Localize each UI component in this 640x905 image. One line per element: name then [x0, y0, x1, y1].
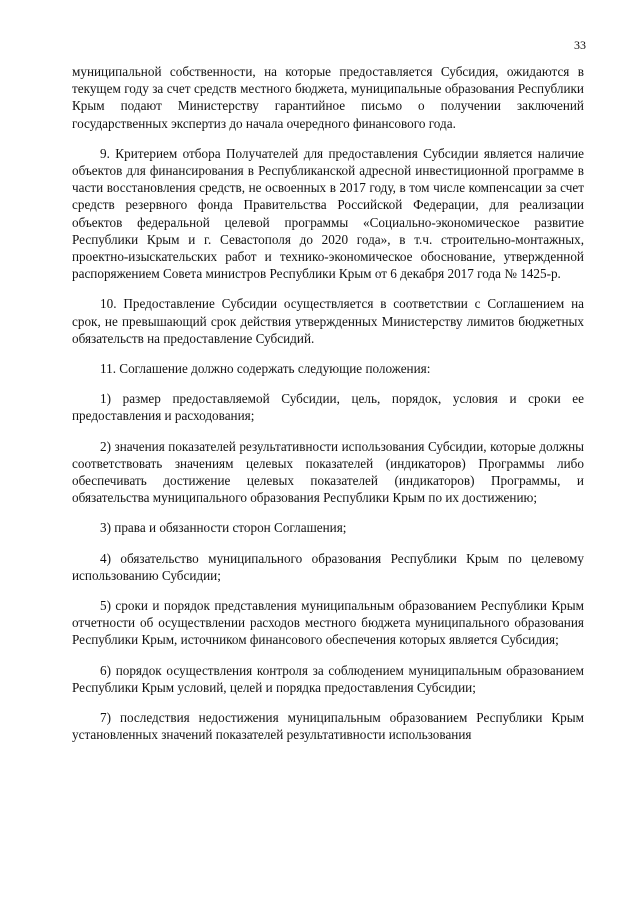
subitem-2: 2) значения показателей результативности использования Субсидии, которые должны соответствовать значениям целевых показателей (индикаторов) Программы либо обеспечивать достижение целевых показателей (индикаторов) Программы, и обязательства муниципального образования Республики Крым по их достижению;	[72, 438, 584, 506]
paragraph-item-9: 9. Критерием отбора Получателей для предоставления Субсидии является наличие объектов для финансирования в Республиканской адресной инвестиционной программе в части восстановления средств, не освоенных в 2017 году, в том числе компенсации за счет средств резервного фонда Правительства Российской Федерации, для реализации объектов федеральной целевой программы «Социально-экономическое развитие Республики Крым и г. Севастополя до 2020 года», в т.ч. строительно-монтажных, проектно-изыскательских работ и технико-экономическое обоснование, утвержденной распоряжением Совета министров Республики Крым от 6 декабря 2017 года № 1425-р.	[72, 145, 584, 282]
paragraph-item-10: 10. Предоставление Субсидии осуществляется в соответствии с Соглашением на срок, не превышающий срок действия утвержденных Министерству лимитов бюджетных обязательств на предоставление Субсидий.	[72, 296, 584, 346]
subitem-6: 6) порядок осуществления контроля за соблюдением муниципальным образованием Республики Крым условий, целей и порядка предоставления Субсидии;	[72, 662, 584, 695]
page-number: 33	[574, 38, 586, 52]
subitem-5: 5) сроки и порядок представления муниципальным образованием Республики Крым отчетности об осуществлении расходов местного бюджета муниципального образования Республики Крым, источником финансового обеспечения которых является Субсидия;	[72, 598, 584, 648]
document-body	[72, 63, 584, 744]
paragraph-item-11: 11. Соглашение должно содержать следующие положения:	[100, 361, 431, 377]
subitem-7: 7) последствия недостижения муниципальным образованием Республики Крым установленных значений показателей результативности использования	[72, 710, 584, 743]
subitem-1: 1) размер предоставляемой Субсидии, цель, порядок, условия и сроки ее предоставления и расходования;	[72, 391, 584, 424]
subitem-3: 3) права и обязанности сторон Соглашения;	[100, 520, 347, 536]
subitem-4: 4) обязательство муниципального образования Республики Крым по целевому использованию Субсидии;	[72, 550, 584, 583]
paragraph-continuation: муниципальной собственности, на которые предоставляется Субсидия, ожидаются в текущем году за счет средств местного бюджета, муниципальные образования Республики Крым подают Министерству гарантийное письмо о получении заключений государственных экспертиз до начала очередного финансового года.	[72, 64, 584, 131]
